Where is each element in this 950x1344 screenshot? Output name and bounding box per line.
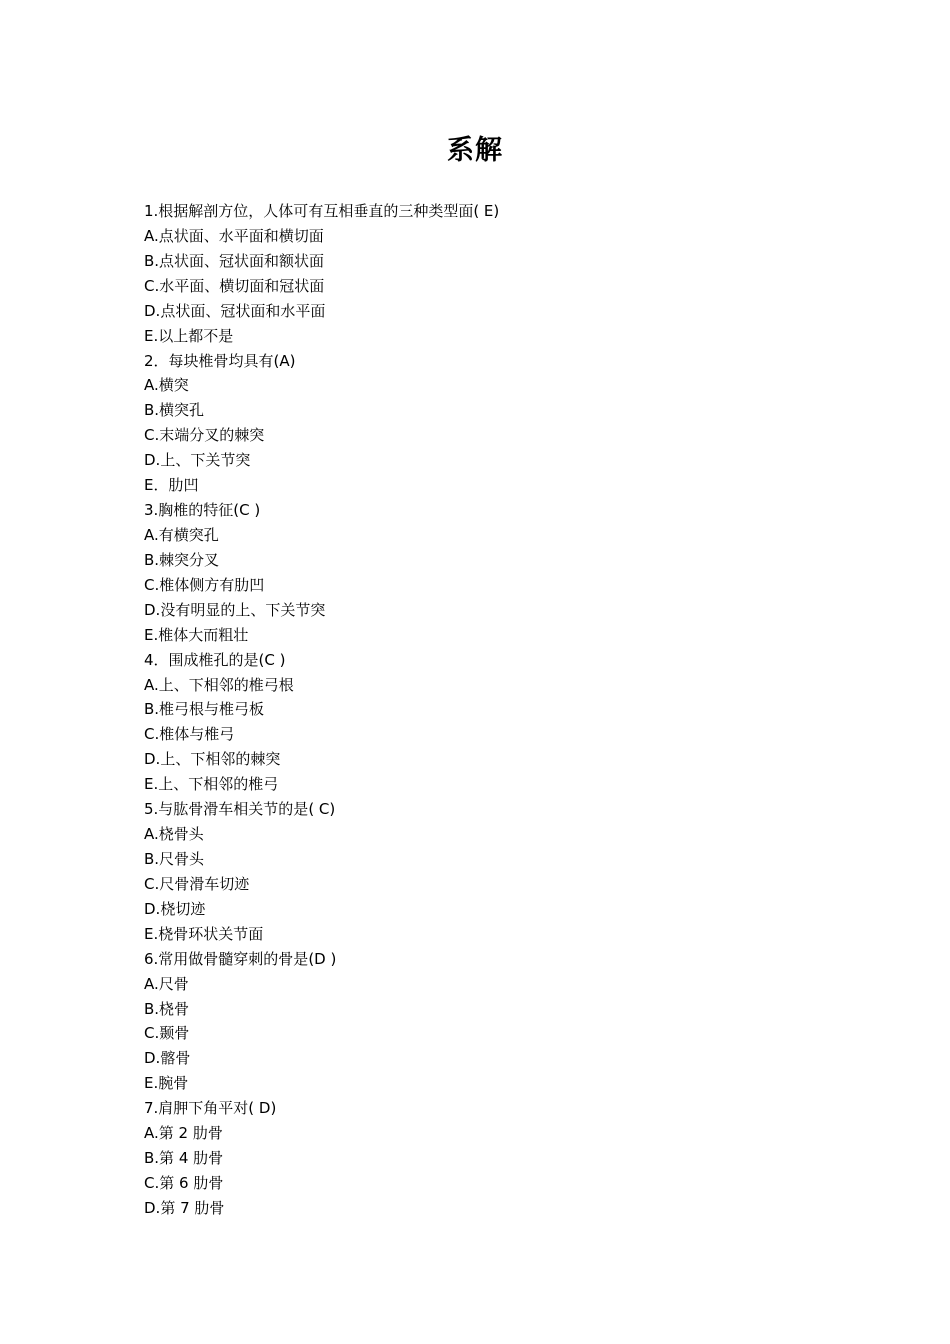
answer-option: D.第 7 肋骨 bbox=[144, 1198, 225, 1217]
question-stem: 5.与肱骨滑车相关节的是( C) bbox=[144, 800, 336, 819]
answer-option: B.点状面、冠状面和额状面 bbox=[144, 251, 325, 270]
question-block bbox=[144, 349, 804, 499]
answer-option: A.横突 bbox=[144, 376, 189, 395]
answer-option: C.末端分叉的棘突 bbox=[144, 426, 265, 445]
answer-option: A.第 2 肋骨 bbox=[144, 1124, 223, 1143]
answer-option: C.第 6 肋骨 bbox=[144, 1173, 224, 1192]
answer-option: B.第 4 肋骨 bbox=[144, 1149, 224, 1168]
question-stem: 7.肩胛下角平对( D) bbox=[144, 1099, 277, 1118]
answer-option: E.桡骨环状关节面 bbox=[144, 924, 264, 943]
answer-option: C.椎体与椎弓 bbox=[144, 725, 235, 744]
answer-option: B.横突孔 bbox=[144, 401, 205, 420]
question-block bbox=[144, 199, 804, 349]
answer-option: B.桡骨 bbox=[144, 999, 190, 1018]
question-block bbox=[144, 1096, 804, 1221]
answer-option: C.颞骨 bbox=[144, 1024, 190, 1043]
answer-option: E．肋凹 bbox=[144, 476, 199, 495]
question-block bbox=[144, 498, 804, 648]
question-stem: 4．围成椎孔的是(C ) bbox=[144, 650, 286, 669]
question-stem: 3.胸椎的特征(C ) bbox=[144, 501, 261, 520]
answer-option: E.椎体大而粗壮 bbox=[144, 625, 249, 644]
answer-option: B.棘突分叉 bbox=[144, 550, 220, 569]
answer-option: A.桡骨头 bbox=[144, 825, 204, 844]
answer-option: E.上、下相邻的椎弓 bbox=[144, 775, 279, 794]
answer-option: C.水平面、横切面和冠状面 bbox=[144, 276, 325, 295]
answer-option: C.尺骨滑车切迹 bbox=[144, 874, 250, 893]
answer-option: D.上、下关节突 bbox=[144, 451, 251, 470]
answer-option: D.髂骨 bbox=[144, 1049, 191, 1068]
answer-option: E.腕骨 bbox=[144, 1074, 189, 1093]
answer-option: A.点状面、水平面和横切面 bbox=[144, 226, 324, 245]
answer-option: A.尺骨 bbox=[144, 974, 189, 993]
answer-option: E.以上都不是 bbox=[144, 326, 234, 345]
answer-option: D.没有明显的上、下关节突 bbox=[144, 600, 326, 619]
question-stem: 6.常用做骨髓穿刺的骨是(D ) bbox=[144, 949, 337, 968]
question-block bbox=[144, 797, 804, 947]
answer-option: D.上、下相邻的棘突 bbox=[144, 750, 281, 769]
question-stem: 1.根据解剖方位，人体可有互相垂直的三种类型面( E) bbox=[144, 202, 500, 220]
answer-option: A.有横突孔 bbox=[144, 525, 219, 544]
answer-option: C.椎体侧方有肋凹 bbox=[144, 575, 265, 594]
answer-option: A.上、下相邻的椎弓根 bbox=[144, 675, 294, 694]
question-block bbox=[144, 947, 804, 1097]
question-stem: 2．每块椎骨均具有(A) bbox=[144, 351, 296, 370]
answer-option: B.椎弓根与椎弓板 bbox=[144, 700, 265, 719]
answer-option: B.尺骨头 bbox=[144, 849, 205, 868]
question-list bbox=[144, 199, 804, 1221]
answer-option: D.桡切迹 bbox=[144, 899, 206, 918]
answer-option: D.点状面、冠状面和水平面 bbox=[144, 301, 326, 320]
document-title: 系解 bbox=[447, 135, 503, 166]
question-block bbox=[144, 648, 804, 798]
